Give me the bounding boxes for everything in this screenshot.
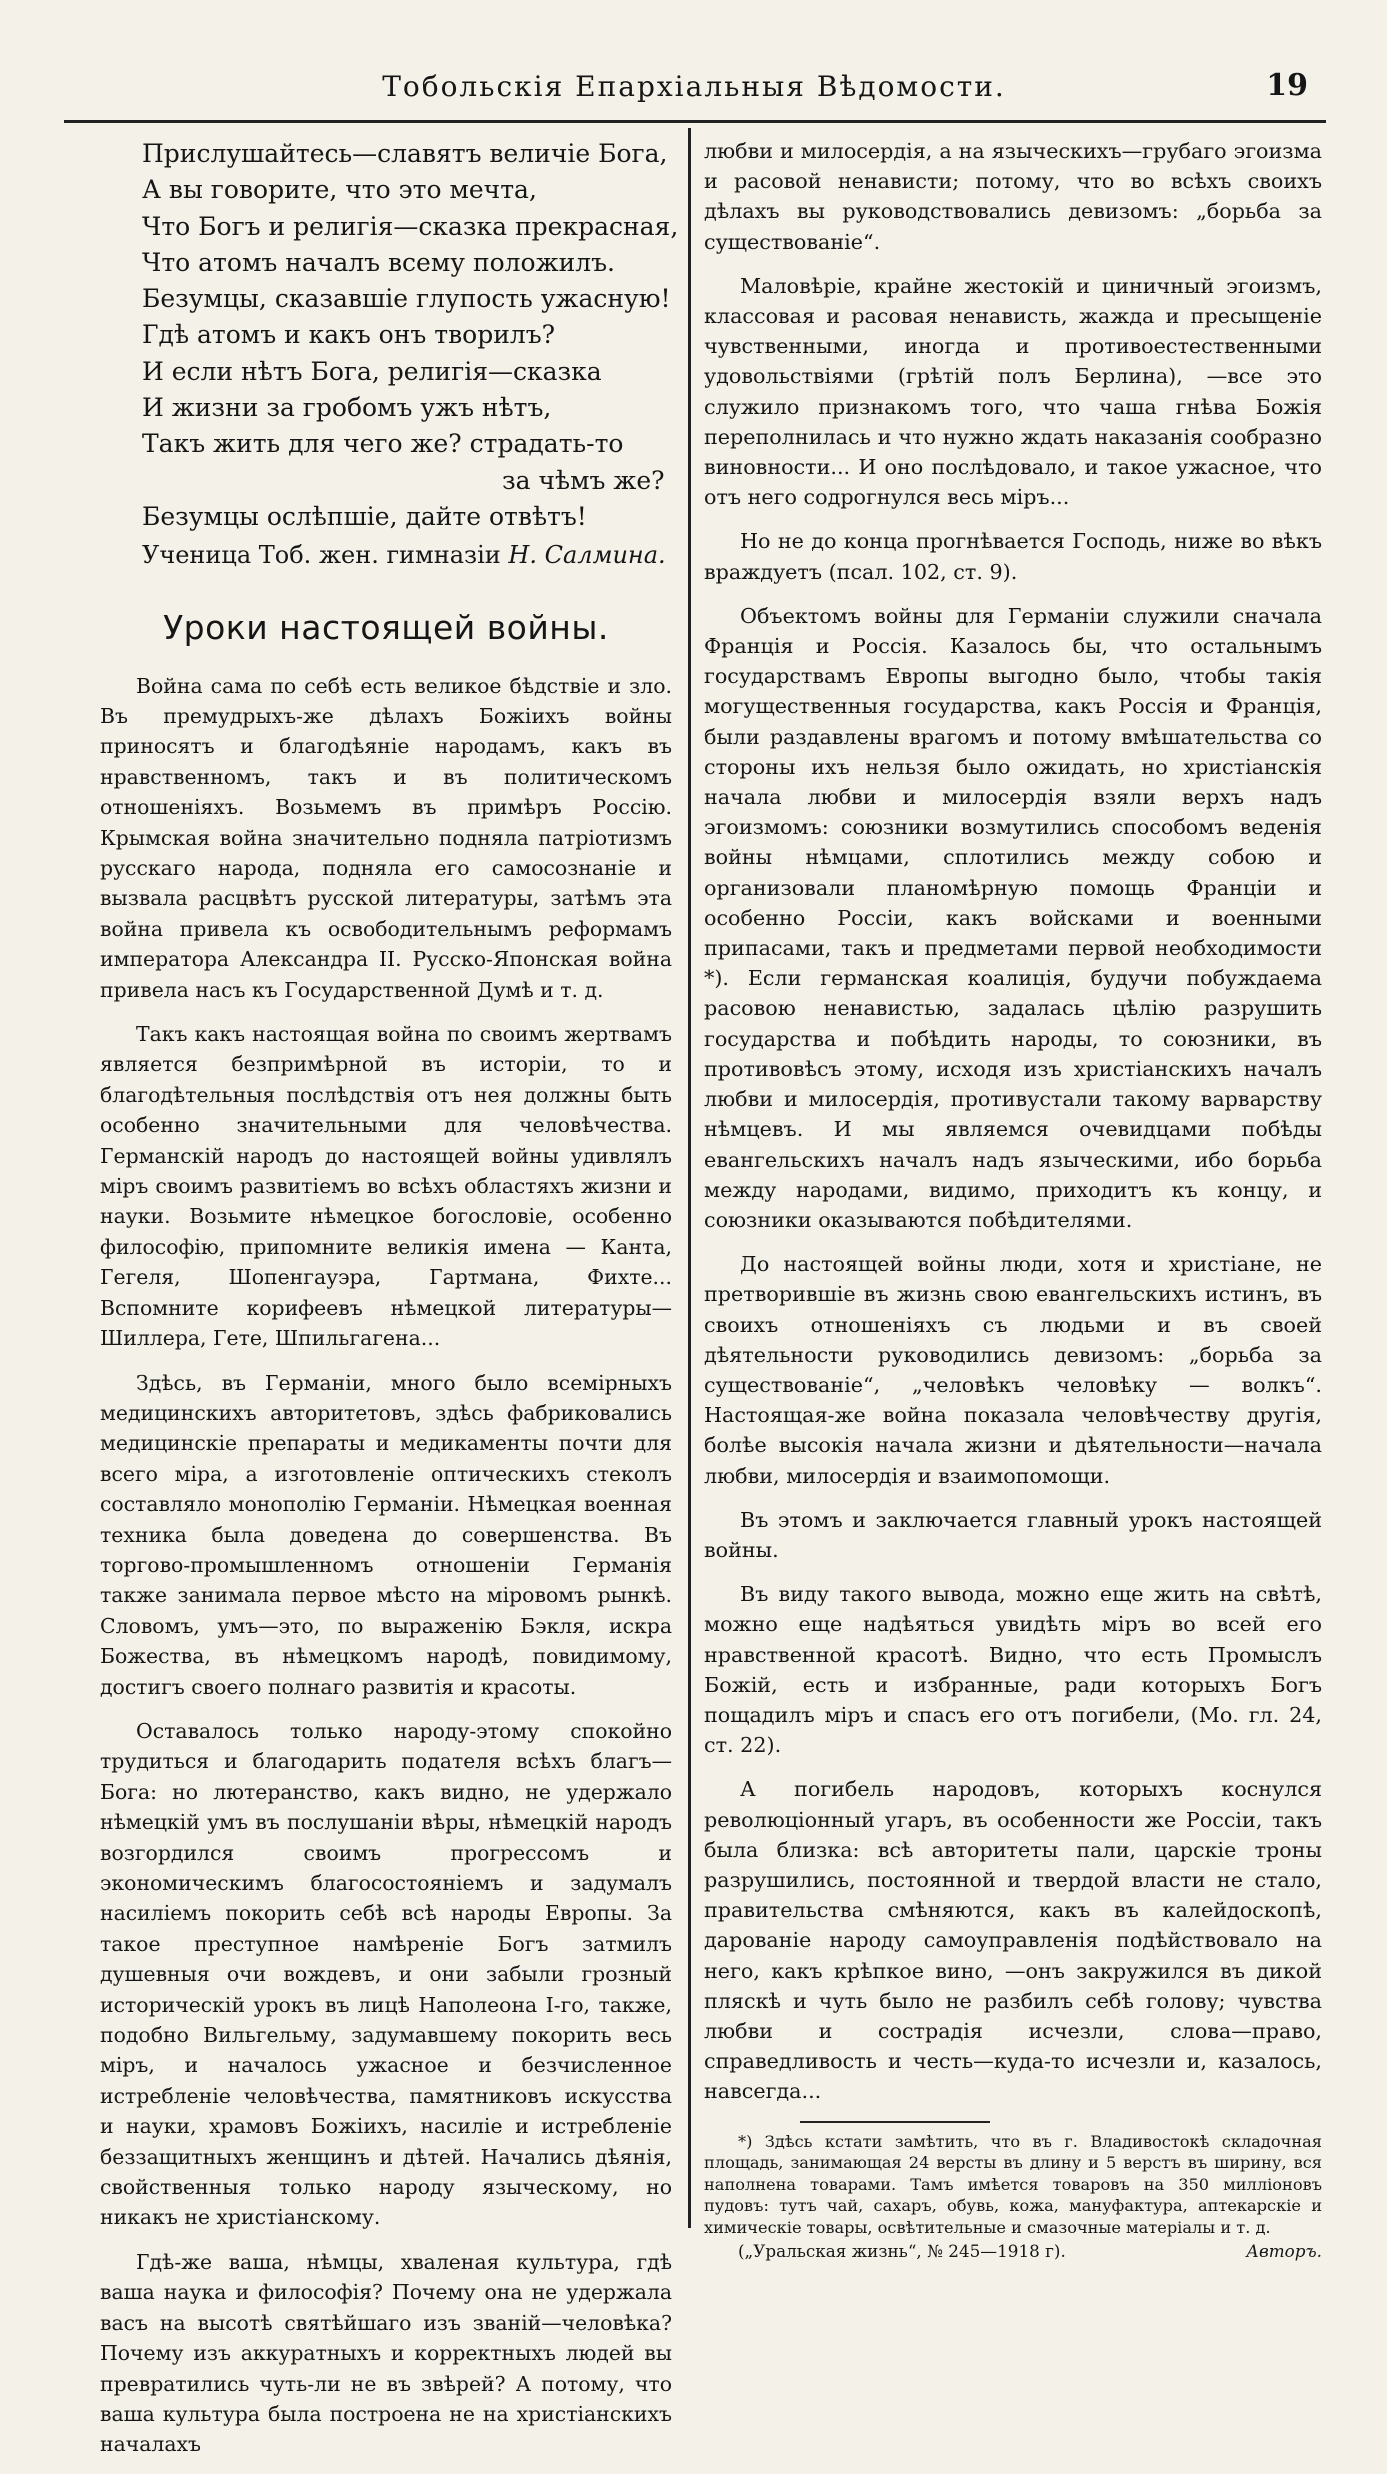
right-column bbox=[704, 136, 1322, 2261]
paragraph: Маловѣріе, крайне жестокій и циничный эгоизмъ, классовая и расовая ненависть, жажда и пресыщеніе чувственными, иногда и противоестественными удовольствіями (грѣтій полъ Берлина), —все это служило признакомъ того, что чаша гнѣва Божія переполнилась и что нужно ждать наказанія сообразно виновности... И оно послѣдовало, и такое ужасное, что отъ него содрогнулся весь міръ... bbox=[704, 273, 1322, 510]
page-header bbox=[64, 66, 1324, 114]
header-divider bbox=[64, 120, 1326, 123]
paragraph: Объектомъ войны для Германіи служили сначала Франція и Россія. Казалось бы, что остальнымъ государствамъ Европы выгодно было, чтобы такія могущественныя государства, какъ Россія и Франція, были раздавлены врагомъ и потому вмѣшательства со стороны ихъ нельзя было ожидать, но христіанскія начала любви и милосердія взяли верхъ надъ эгоизмомъ: союзники возмутились способомъ веденія войны нѣмцами, сплотились между собою и организовали планомѣрную помощь Франціи и особенно Россіи, какъ войсками и военными припасами, такъ и предметами первой необходимости *). Если германская коалиція, будучи побуждаема расовою ненавистью, задалась цѣлію разрушить государства и побѣдить народы, то союзники, въ противовѣсъ этому, исходя изъ христіанскихъ началъ любви и милосердія, противустали такому варварству нѣмцевъ. И мы являемся очевидцами побѣды евангельскихъ началъ надъ языческими, ибо борьба между народами, видимо, приходитъ къ концу, и союзники оказываются побѣдителями. bbox=[704, 603, 1322, 1232]
left-column bbox=[100, 136, 679, 2474]
poem-line: Такъ жить для чего же? страдать-то bbox=[142, 429, 624, 459]
paragraph: Гдѣ-же ваша, нѣмцы, хваленая культура, гдѣ ваша наука и философія? Почему она не удержала васъ на высотѣ святѣйшаго изъ званій—человѣка? Почему изъ аккуратныхъ и корректныхъ людей вы превратились чуть-ли не въ звѣрей? А потому, что ваша культура была построена не на христіанскихъ началахъ bbox=[100, 2249, 672, 2457]
paragraph: Здѣсь, въ Германіи, много было всемірныхъ медицинскихъ авторитетовъ, здѣсь фабриковались медицинскіе препараты и медикаменты почти для всего міра, а изготовленіе оптическихъ стеколъ составляло монополію Германіи. Нѣмецкая военная техника была доведена до совершенства. Въ торгово-промышленномъ отношеніи Германія также занимала первое мѣсто на міровомъ рынкѣ. Словомъ, умъ—это, по выраженію Бэкля, искра Божества, въ нѣмецкомъ народѣ, повидимому, достигъ своего полнаго развитія и красоты. bbox=[100, 1370, 672, 1699]
poem-line: Что атомъ началъ всему положилъ. bbox=[142, 247, 615, 277]
poem-line: Безумцы, сказавшіе глупость ужасную! bbox=[142, 284, 671, 314]
poem-line: Гдѣ атомъ и какъ онъ творилъ? bbox=[142, 320, 556, 350]
footnote: *) Здѣсь кстати замѣтить, что въ г. Владивостокѣ складочная площадь, занимающая 24 версты въ длину и 5 верстъ въ ширину, вся наполнена товарами. Тамъ имѣется товаровъ на 350 милліоновъ пудовъ: тутъ чай, сахаръ, обувь, кожа, мануфактура, аптекарскіе и химическіе товары, освѣтительные и смазочные матеріалы и т. д. bbox=[704, 2131, 1322, 2237]
poem-line: Безумцы ослѣпшіе, дайте отвѣтъ! bbox=[142, 501, 587, 531]
paragraph: Но не до конца прогнѣвается Господь, ниже во вѣкъ враждуетъ (псал. 102, ст. 9). bbox=[704, 529, 1322, 584]
paragraph: любви и милосердія, а на языческихъ—грубаго эгоизма и расовой ненависти; потому, что во всѣхъ своихъ дѣлахъ вы руководствовались девизомъ: „борьба за существованіе“. bbox=[704, 139, 1322, 254]
signature-text: Ученица Тоб. жен. гимназіи bbox=[142, 541, 501, 570]
journal-title: Тобольскія Епархіальныя Вѣдомости. bbox=[382, 70, 1006, 103]
paragraph: Оставалось только народу-этому спокойно трудиться и благодарить подателя всѣхъ благъ—Бога: но лютеранство, какъ видно, не удержало нѣмецкій умъ въ послушаніи вѣры, нѣмецкій народъ возгордился своимъ прогрессомъ и экономическимъ благосостояніемъ и задумалъ насиліемъ покорить себѣ всѣ народы Европы. За такое преступное намѣреніе Богъ затмилъ душевныя очи вождевъ, и они забыли грозный историческій урокъ въ лицѣ Наполеона I-го, также, подобно Вильгельму, задумавшему покорить весь міръ, и началось ужасное и безчисленное истребленіе человѣчества, памятниковъ искусства и науки, храмовъ Божіихъ, насиліе и истребленіе беззащитныхъ женщинъ и дѣтей. Начались дѣянія, свойственныя только народу языческому, но никакъ не христіанскому. bbox=[100, 1718, 672, 2230]
footnote-citation: („Уральская жизнь“, № 245—1918 г). bbox=[738, 2240, 1066, 2261]
page-number: 19 bbox=[1266, 68, 1308, 103]
poem-line: И жизни за гробомъ ужъ нѣтъ, bbox=[142, 393, 552, 423]
paragraph: А погибель народовъ, которыхъ коснулся революціонный угаръ, въ особенности же Россіи, такъ была близка: всѣ авторитеты пали, царскіе троны разрушились, постоянной и твердой власти не стало, правительства смѣняются, какъ въ калейдоскопѣ, дарованіе народу самоуправленія подѣйствовало на него, какъ крѣпкое вино, —онъ закружился въ дикой пляскѣ и чуть было не разбилъ себѣ голову; чувства любви и сострадія исчезли, слова—право, справедливость и честь—куда-то исчезли и, казалось, навсегда... bbox=[704, 1777, 1322, 2104]
poem-line: И если нѣтъ Бога, религія—сказка bbox=[142, 356, 602, 386]
paragraph: Такъ какъ настоящая война по своимъ жертвамъ является безпримѣрной въ исторіи, то и благодѣтельныя послѣдствія отъ нея должны быть особенно значительными для человѣчества. Германскій народъ до настоящей войны удивлялъ міръ своимъ развитіемъ во всѣхъ областяхъ жизни и науки. Возьмите нѣмецкое богословіе, особенно философію, припомните великія имена — Канта, Гегеля, Шопенгауэра, Гартмана, Фихте... Вспомните корифеевъ нѣмецкой литературы—Шиллера, Гете, Шпильгагена... bbox=[100, 1022, 672, 1351]
poem-signature bbox=[142, 537, 672, 573]
paragraph: Война сама по себѣ есть великое бѣдствіе и зло. Въ премудрыхъ-же дѣлахъ Божіихъ войны приносятъ и благодѣяніе народамъ, какъ въ нравственномъ, такъ и въ политическомъ отношеніяхъ. Возьмемъ въ примѣръ Россію. Крымская война значительно подняла патріотизмъ русскаго народа, подняла его самосознаніе и вызвала расцвѣтъ русской литературы, затѣмъ эта война привела къ освободительнымъ реформамъ императора Александра II. Русско-Японская война привела насъ къ Государственной Думѣ и т. д. bbox=[100, 673, 672, 1002]
article-title: Уроки настоящей войны. bbox=[163, 607, 609, 647]
poem-line: А вы говорите, что это мечта, bbox=[142, 175, 537, 205]
paragraph: Въ виду такого вывода, можно еще жить на свѣтѣ, можно еще надѣяться увидѣть міръ во всей его нравственной красотѣ. Видно, что есть Промыслъ Божій, есть и избранные, ради которыхъ Богъ пощадилъ міръ и спасъ его отъ погибели, (Мо. гл. 24, ст. 22). bbox=[704, 1582, 1322, 1758]
poem-line: Прислушайтесь—славятъ величіе Бога, bbox=[142, 139, 668, 168]
footnote-source bbox=[738, 2241, 1322, 2261]
poem-author: Н. Салмина. bbox=[508, 541, 666, 570]
poem-line: за чѣмъ же? bbox=[502, 465, 665, 495]
poem bbox=[142, 136, 679, 574]
paragraph: До настоящей войны люди, хотя и христіане, не претворившіе въ жизнь свою евангельскихъ истинъ, въ своихъ отношеніяхъ съ людьми и въ своей дѣятельности руководились девизомъ: „борьба за существованіе“, „человѣкъ человѣку — волкъ“. Настоящая-же война показала человѣчеству другія, болѣе высокія начала жизни и дѣятельности—начала любви, милосердія и взаимопомощи. bbox=[704, 1252, 1322, 1488]
column-divider bbox=[688, 128, 691, 2228]
footnote-divider bbox=[800, 2121, 990, 2123]
paragraph: Въ этомъ и заключается главный урокъ настоящей войны. bbox=[704, 1507, 1322, 1562]
poem-line: Что Богъ и религія—сказка прекрасная, bbox=[142, 211, 679, 241]
footnote-author: Авторъ. bbox=[1246, 2240, 1322, 2261]
